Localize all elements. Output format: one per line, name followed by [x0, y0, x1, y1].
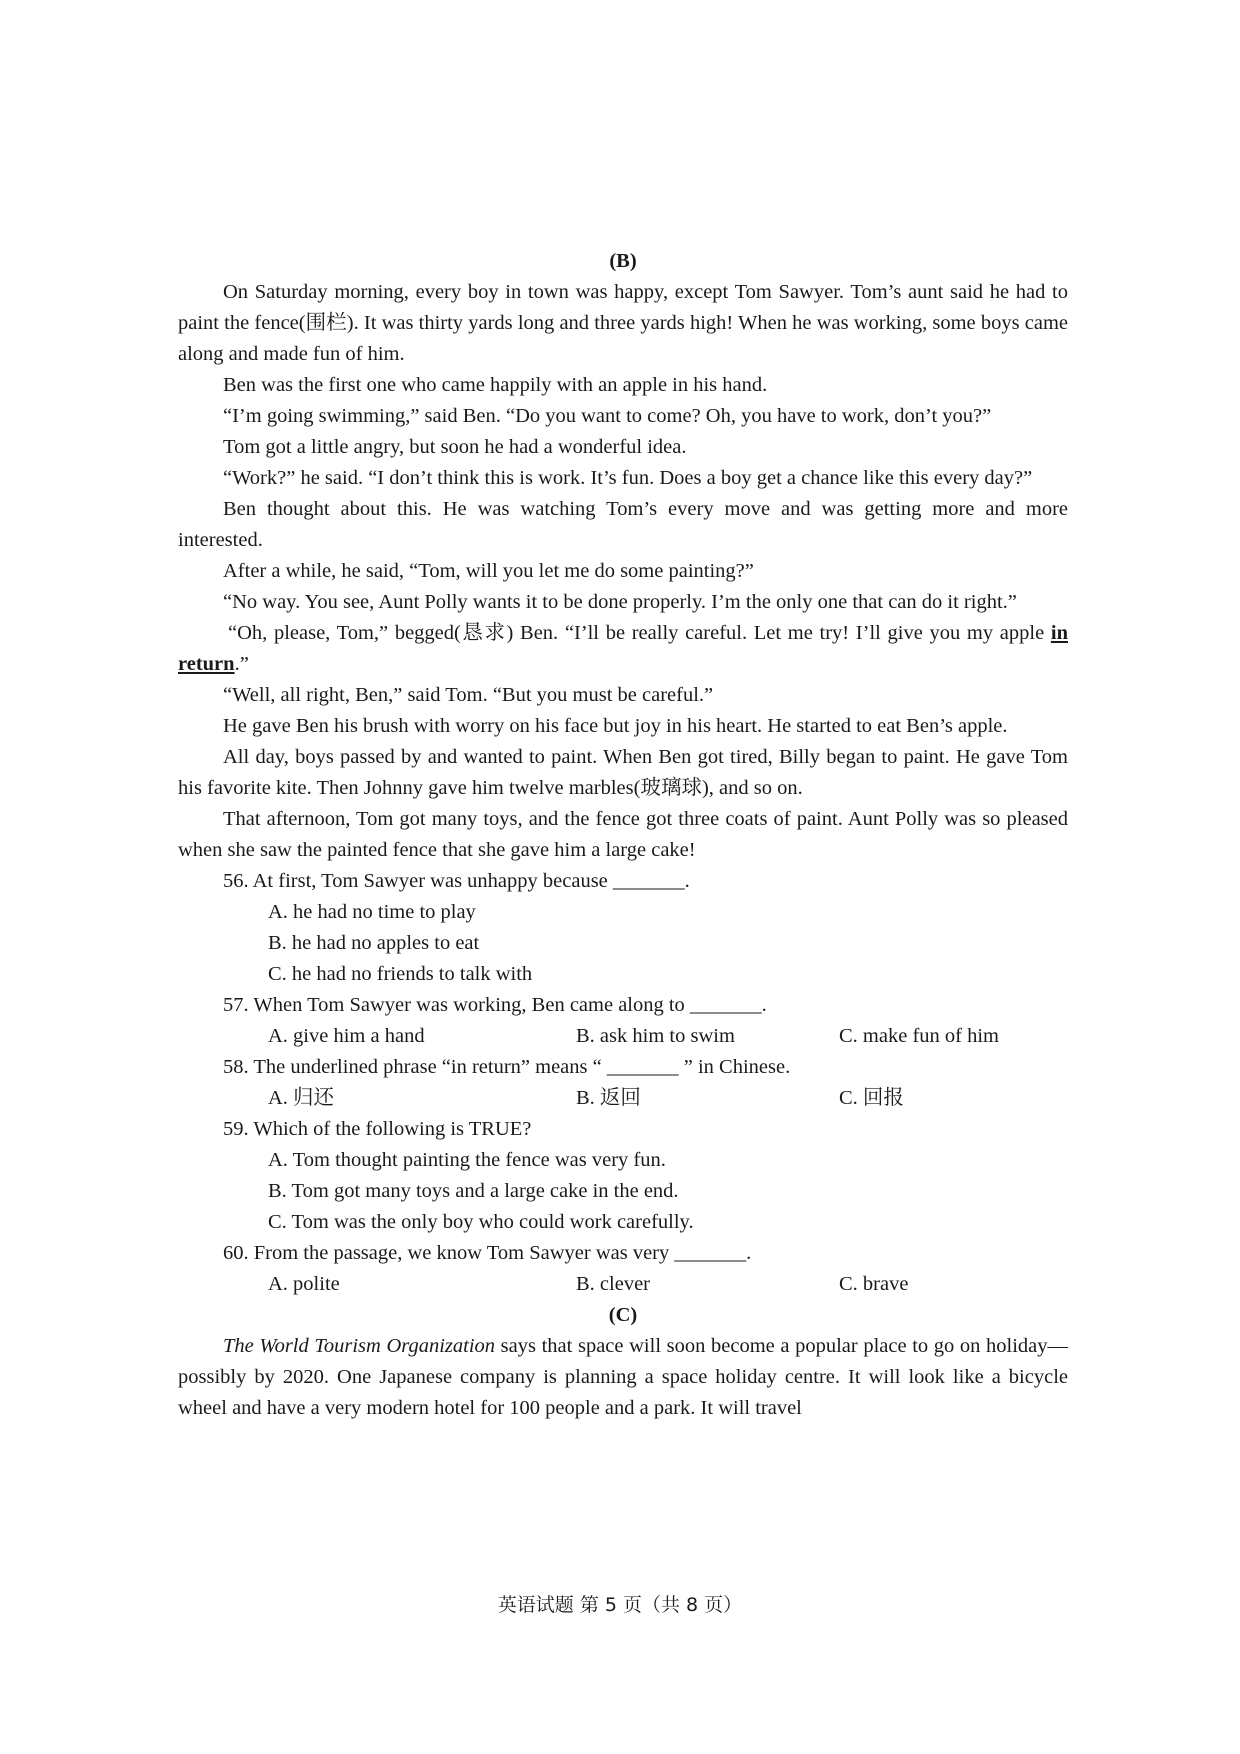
question-56-option-c: C. he had no friends to talk with [268, 963, 533, 985]
section-b-title: (B) [609, 250, 637, 272]
question-56-option-b: B. he had no apples to eat [268, 932, 480, 954]
question-60-options [178, 1269, 1068, 1300]
question-57-option-c: C. make fun of him [839, 1025, 999, 1047]
passage-paragraph: He gave Ben his brush with worry on his face but joy in his heart. He started to eat Ben’s apple. [223, 715, 1008, 737]
passage-paragraph-in-return [178, 618, 1068, 680]
question-57-options [178, 1021, 1068, 1052]
question-57-stem: 57. When Tom Sawyer was working, Ben came along to _______. [223, 994, 767, 1016]
passage-paragraph: “Well, all right, Ben,” said Tom. “But you must be careful.” [223, 684, 714, 706]
question-60-option-c: C. brave [839, 1273, 909, 1295]
page-footer: 英语试题 第 5 页（共 8 页） [497, 1594, 743, 1616]
question-60-option-b: B. clever [576, 1273, 650, 1295]
question-59-option-a: A. Tom thought painting the fence was very fun. [268, 1149, 666, 1171]
passage-paragraph: “I’m going swimming,” said Ben. “Do you want to come? Oh, you have to work, don’t you?” [223, 405, 992, 427]
question-59-stem: 59. Which of the following is TRUE? [223, 1118, 532, 1140]
paragraph-text: says that space will soon become a popular place to go on holiday—possibly by 2020. One Japanese company is planning a space holiday centre. It will look like a bicycle wheel and have a very modern hotel for 100 people and a park. It will travel [178, 1335, 1069, 1419]
question-58-option-c: C. 回报 [839, 1087, 904, 1109]
passage-paragraph: Tom got a little angry, but soon he had a wonderful idea. [223, 436, 687, 458]
question-60-option-a: A. polite [268, 1273, 340, 1295]
passage-paragraph: Ben was the first one who came happily with an apple in his hand. [223, 374, 768, 396]
passage-paragraph: “Work?” he said. “I don’t think this is work. It’s fun. Does a boy get a chance like this every day?” [223, 467, 1033, 489]
question-56-option-a: A. he had no time to play [268, 901, 476, 923]
question-58-options [178, 1083, 1068, 1114]
exam-page [178, 246, 1068, 1424]
section-c-title: (C) [608, 1304, 638, 1326]
passage-c-paragraph [178, 1331, 1068, 1424]
question-57-option-a: A. give him a hand [268, 1025, 425, 1047]
question-56-stem: 56. At first, Tom Sawyer was unhappy because _______. [223, 870, 690, 892]
question-58-option-b: B. 返回 [576, 1087, 641, 1109]
passage-paragraph: That afternoon, Tom got many toys, and the fence got three coats of paint. Aunt Polly was so pleased when she saw the painted fence that she gave him a large cake! [178, 808, 1068, 861]
underlined-phrase: in return [178, 622, 1068, 675]
question-59-option-c: C. Tom was the only boy who could work carefully. [268, 1211, 694, 1233]
passage-paragraph: After a while, he said, “Tom, will you let me do some painting?” [223, 560, 754, 582]
passage-paragraph: On Saturday morning, every boy in town was happy, except Tom Sawyer. Tom’s aunt said he had to paint the fence(围栏). It was thirty yards long and three yards high! When he was working, some boys came along and made fun of him. [178, 281, 1068, 365]
question-59-option-b: B. Tom got many toys and a large cake in the end. [268, 1180, 679, 1202]
organization-name: The World Tourism Organization [223, 1335, 496, 1357]
question-57-option-b: B. ask him to swim [576, 1025, 735, 1047]
question-58-stem: 58. The underlined phrase “in return” means “ _______ ” in Chinese. [223, 1056, 791, 1078]
passage-paragraph: Ben thought about this. He was watching Tom’s every move and was getting more and more interested. [178, 498, 1068, 551]
question-58-option-a: A. 归还 [268, 1087, 335, 1109]
paragraph-text: “Oh, please, Tom,” begged(恳求) Ben. “I’ll be really careful. Let me try! I’ll give you my apple [228, 622, 1051, 644]
passage-paragraph: “No way. You see, Aunt Polly wants it to be done properly. I’m the only one that can do it right.” [223, 591, 1017, 613]
passage-paragraph: All day, boys passed by and wanted to paint. When Ben got tired, Billy began to paint. He gave Tom his favorite kite. Then Johnny gave him twelve marbles(玻璃球), and so on. [178, 746, 1068, 799]
question-60-stem: 60. From the passage, we know Tom Sawyer was very _______. [223, 1242, 752, 1264]
paragraph-text: .” [234, 653, 249, 675]
